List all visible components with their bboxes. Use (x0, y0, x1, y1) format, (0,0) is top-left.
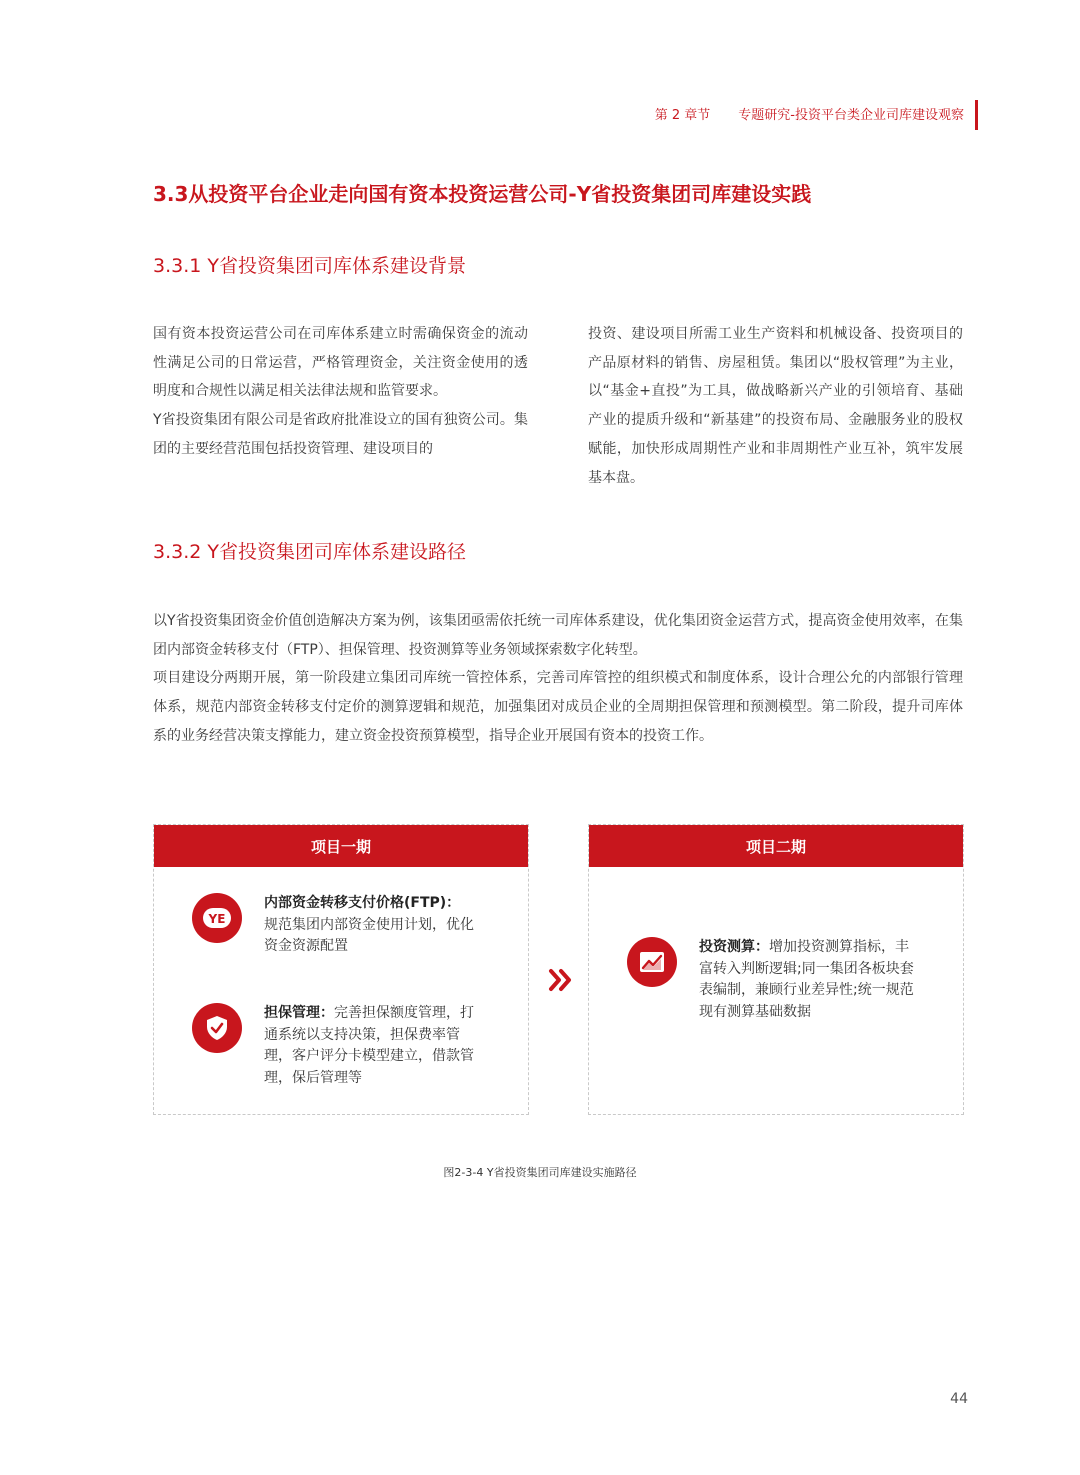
phase2-item-investment (627, 937, 921, 1023)
header-bar (975, 100, 978, 130)
section-title: 3.3从投资平台企业走向国有资本投资运营公司-Y省投资集团司库建设实践 (153, 182, 812, 206)
item-text (264, 893, 486, 958)
chart-trend-icon (627, 937, 677, 987)
background-left-column (153, 320, 528, 464)
item-desc: 完善担保额度管理，打通系统以支持决策，担保费率管理，客户评分卡模型建立，借款管理，保后管理等 (264, 1005, 474, 1086)
shield-check-icon (192, 1003, 242, 1053)
paragraph: Y省投资集团有限公司是省政府批准设立的国有独资公司。集团的主要经营范围包括投资管理、建设项目的 (153, 412, 528, 457)
item-desc: 增加投资测算指标，丰富转入判断逻辑;同一集团各板块套表编制，兼顾行业差异性;统一规范现有测算基础数据 (699, 939, 914, 1020)
item-desc: 规范集团内部资金使用计划，优化资金资源配置 (264, 916, 474, 954)
svg-text:YE: YE (208, 912, 226, 926)
header-title: 专题研究-投资平台类企业司库建设观察 (738, 108, 964, 123)
phase1-item-ftp (192, 893, 486, 958)
phase1-item-guarantee (192, 1003, 486, 1089)
phase2-title: 项目二期 (589, 825, 963, 867)
page-number: 44 (950, 1391, 968, 1407)
item-title: 内部资金转移支付价格(FTP)： (264, 895, 461, 911)
background-right-column (588, 320, 963, 492)
header-chapter: 第 2 章节 (654, 108, 711, 123)
phase1-title: 项目一期 (154, 825, 528, 867)
phase2-card (588, 824, 964, 1115)
ftp-icon (192, 893, 242, 943)
path-body (153, 607, 963, 751)
double-chevron-right-icon (548, 967, 574, 993)
running-header (655, 104, 964, 123)
item-text (264, 1003, 486, 1089)
paragraph: 国有资本投资运营公司在司库体系建立时需确保资金的流动性满足公司的日常运营，严格管理资金，关注资金使用的透明度和合规性以满足相关法律法规和监管要求。 (153, 326, 528, 400)
subsection-title-background: 3.3.1 Y省投资集团司库体系建设背景 (153, 255, 466, 277)
item-title: 担保管理： (264, 1005, 334, 1021)
phase1-card (153, 824, 529, 1115)
subsection-title-path: 3.3.2 Y省投资集团司库体系建设路径 (153, 541, 466, 563)
paragraph: 投资、建设项目所需工业生产资料和机械设备、投资项目的产品原材料的销售、房屋租赁。集团以“股权管理”为主业，以“基金+直投”为工具，做战略新兴产业的引领培育、基础产业的提质升级和“新基建”的投资布局、金融服务业的股权赋能，加快形成周期性产业和非周期性产业互补，筑牢发展基本盘。 (588, 326, 963, 486)
item-title: 投资测算： (699, 939, 769, 955)
item-text (699, 937, 921, 1023)
paragraph: 以Y省投资集团资金价值创造解决方案为例，该集团亟需依托统一司库体系建设，优化集团资金运营方式，提高资金使用效率，在集团内部资金转移支付（FTP）、担保管理、投资测算等业务领域探索数字化转型。 (153, 613, 963, 658)
figure-caption: 图2-3-4 Y省投资集团司库建设实施路径 (443, 1166, 637, 1179)
paragraph: 项目建设分两期开展，第一阶段建立集团司库统一管控体系，完善司库管控的组织模式和制度体系，设计合理公允的内部银行管理体系，规范内部资金转移支付定价的测算逻辑和规范，加强集团对成员企业的全周期担保管理和预测模型。第二阶段，提升司库体系的业务经营决策支撑能力，建立资金投资预算模型，指导企业开展国有资本的投资工作。 (153, 670, 963, 744)
